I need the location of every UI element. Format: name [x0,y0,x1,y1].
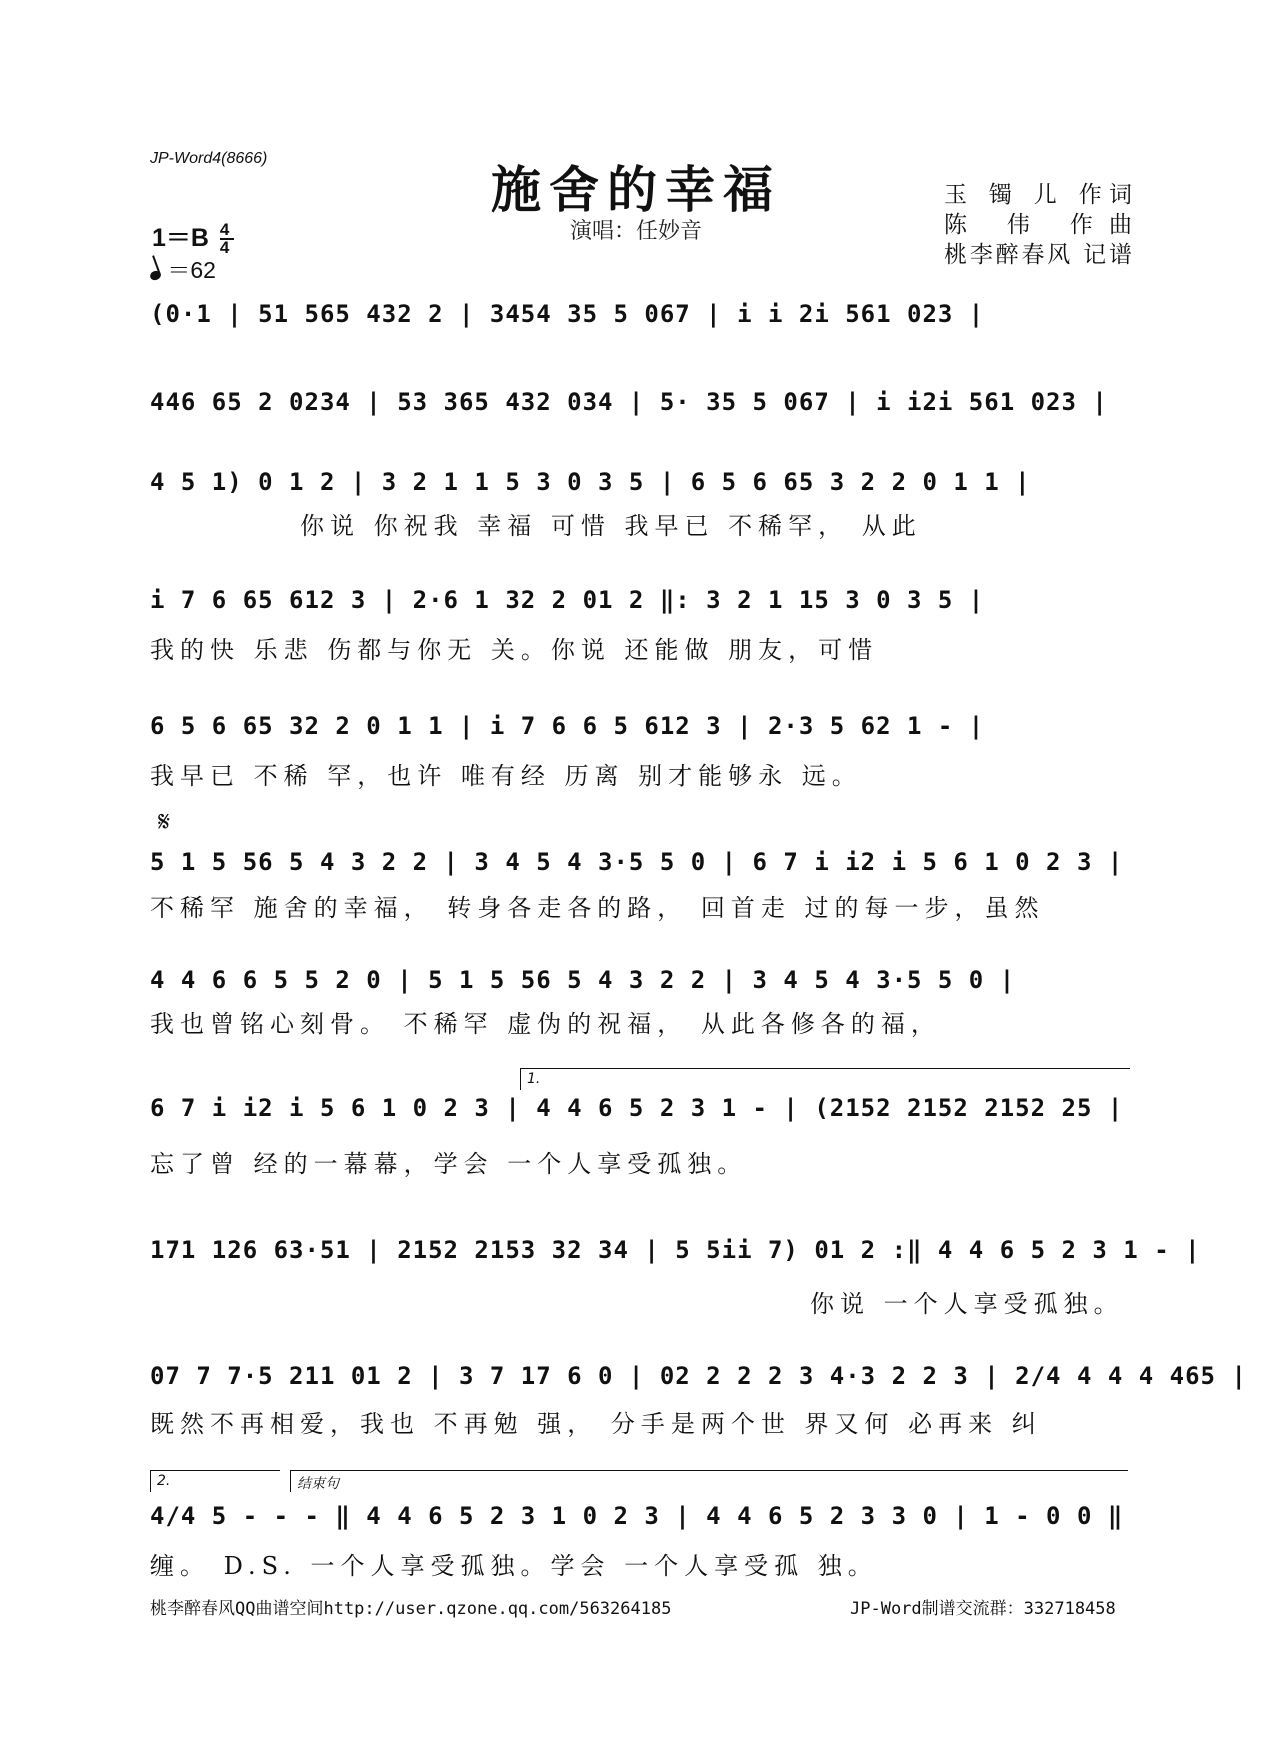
score-line-8: 6 7 i i2 i 5 6 1 0 2 3 | 4 4 6 5 2 3 1 - | (2152 2152 2152 25 | [150,1094,1124,1122]
time-bottom: 4 [219,238,230,258]
lyric-line-10: 既然不再相爱，我也 不再勉 强， 分手是两个世 界又何 必再来 纠 [150,1410,1042,1438]
author-credits [944,180,1132,270]
lyric-line-11: 缠。 D.S. 一个人享受孤独。学会 一个人享受孤 独。 [150,1552,878,1580]
time-top: 4 [219,220,230,240]
score-line-9: 171 126 63·51 | 2152 2153 32 34 | 5 5ii 7) 01 2 :‖ 4 4 6 5 2 3 1 - | [150,1236,1201,1264]
key-label: 1＝B [152,224,209,252]
footer-left: 桃李醉春风QQ曲谱空间http://user.qzone.qq.com/563264185 [150,1599,672,1619]
score-line-6: 5 1 5 56 5 4 3 2 2 | 3 4 5 4 3·5 5 0 | 6 7 i i2 i 5 6 1 0 2 3 | [150,848,1124,876]
footer-right: JP-Word制谱交流群：332718458 [850,1599,1116,1619]
key-signature [152,218,234,256]
second-ending-bracket [150,1470,280,1492]
tempo-value: ＝62 [167,257,216,283]
score-line-1: (0·1 | 51 565 432 2 | 3454 35 5 067 | i i 2i 561 023 | [150,300,985,328]
score-line-3: 4 5 1) 0 1 2 | 3 2 1 1 5 3 0 3 5 | 6 5 6 65 3 2 2 0 1 1 | [150,468,1031,496]
singer-credit: 演唱：任妙音 [570,219,703,244]
lyric-line-3: 你说 你祝我 幸福 可惜 我早已 不稀罕， 从此 [300,512,922,540]
second-ending-label: 2. [157,1473,171,1489]
lyric-line-4: 我的快 乐悲 伤都与你无 关。你说 还能做 朋友，可惜 [150,636,879,664]
segno-icon: 𝄋 [158,805,171,838]
lyricist-credit: 玉 镯 儿 作词 [944,182,1132,208]
first-ending-bracket [520,1068,1130,1090]
tempo-marking [150,252,216,285]
score-line-2: 446 65 2 0234 | 53 365 432 034 | 5· 35 5 067 | i i2i 561 023 | [150,388,1108,416]
coda-bracket [290,1470,1128,1492]
score-line-4: i 7 6 65 612 3 | 2·6 1 32 2 01 2 ‖: 3 2 1 15 3 0 3 5 | [150,586,985,614]
transcriber-credit: 桃李醉春风 记谱 [944,242,1132,268]
lyric-line-7: 我也曾铭心刻骨。 不稀罕 虚伪的祝福， 从此各修各的福， [150,1010,941,1038]
first-ending-label: 1. [527,1071,541,1087]
score-line-10: 07 7 7·5 211 01 2 | 3 7 17 6 0 | 02 2 2 2 3 4·3 2 2 3 | 2/4 4 4 4 465 | [150,1362,1247,1390]
software-brand: JP-Word4(8666) [150,150,268,167]
song-title: 施舍的幸福 [491,160,781,219]
composer-credit: 陈 伟 作曲 [944,212,1132,238]
score-line-11: 4/4 5 - - - ‖ 4 4 6 5 2 3 1 0 2 3 | 4 4 6 5 2 3 3 0 | 1 - 0 0 ‖ [150,1502,1124,1530]
lyric-line-8: 忘了曾 经的一幕幕，学会 一个人享受孤独。 [150,1150,748,1178]
coda-label: 结束句 [297,1476,339,1492]
quarter-note-icon [149,269,162,281]
lyric-line-6: 不稀罕 施舍的幸福， 转身各走各的路， 回首走 过的每一步，虽然 [150,894,1045,922]
lyric-line-5: 我早已 不稀 罕，也许 唯有经 历离 别才能够永 远。 [150,762,862,790]
score-line-5: 6 5 6 65 32 2 0 1 1 | i 7 6 6 5 612 3 | 2·3 5 62 1 - | [150,712,985,740]
lyric-line-9: 你说 一个人享受孤独。 [810,1290,1124,1318]
time-signature [220,222,234,256]
score-line-7: 4 4 6 6 5 5 2 0 | 5 1 5 56 5 4 3 2 2 | 3 4 5 4 3·5 5 0 | [150,966,1016,994]
